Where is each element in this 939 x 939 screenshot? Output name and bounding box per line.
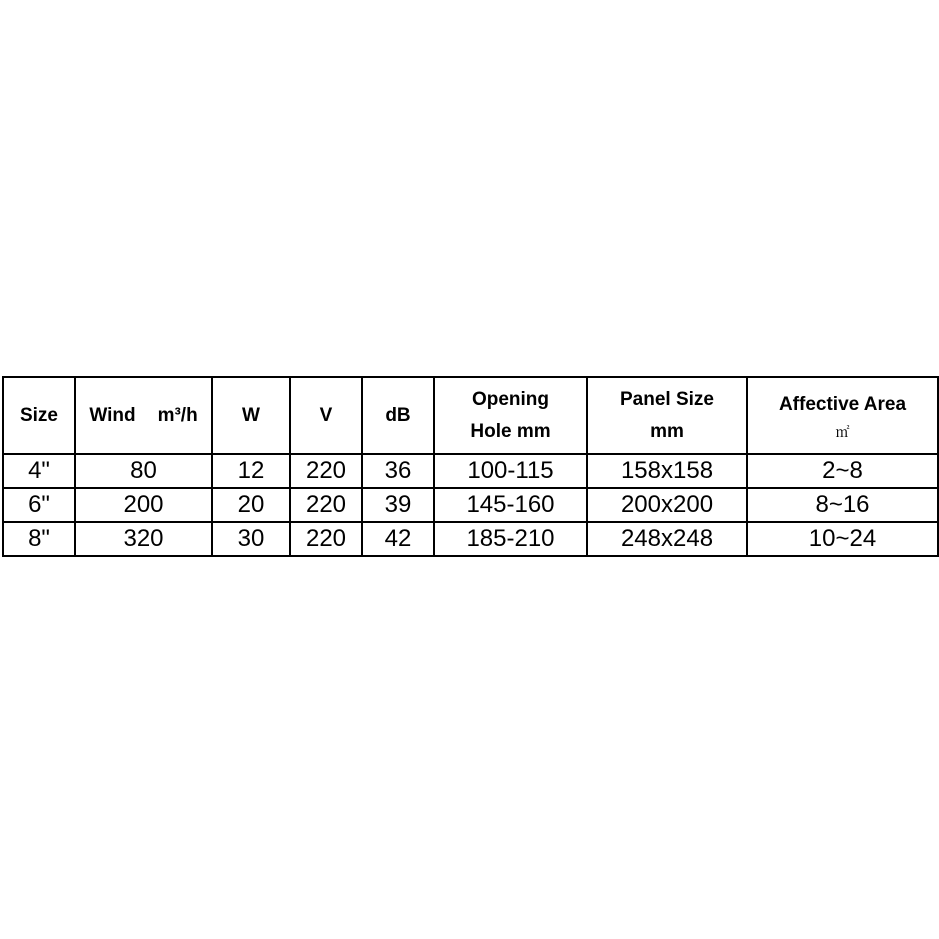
cell-size: 8": [3, 522, 75, 556]
cell-volt: 220: [290, 488, 362, 522]
table-row: [3, 522, 938, 556]
header-wind: [75, 377, 212, 454]
header-watt-label: W: [242, 404, 260, 426]
header-wind-unit: m³/h: [157, 404, 198, 426]
cell-db: 39: [362, 488, 434, 522]
header-area-line1: Affective Area: [778, 393, 907, 415]
cell-volt: 220: [290, 522, 362, 556]
cell-area: 2~8: [747, 454, 938, 488]
cell-watt: 20: [212, 488, 290, 522]
cell-wind: 200: [75, 488, 212, 522]
header-opening-line1: Opening: [471, 388, 550, 410]
cell-opening: 145-160: [434, 488, 587, 522]
cell-size: 6": [3, 488, 75, 522]
cell-area: 8~16: [747, 488, 938, 522]
cell-panel: 200x200: [587, 488, 747, 522]
spec-table: [2, 376, 939, 557]
header-panel-line2: mm: [650, 420, 684, 442]
header-panel-line1: Panel Size: [620, 388, 714, 410]
cell-watt: 30: [212, 522, 290, 556]
cell-opening: 100-115: [434, 454, 587, 488]
table-row: [3, 454, 938, 488]
cell-db: 36: [362, 454, 434, 488]
cell-area: 10~24: [747, 522, 938, 556]
cell-panel: 158x158: [587, 454, 747, 488]
header-row: [3, 377, 938, 454]
cell-wind: 320: [75, 522, 212, 556]
header-size-label: Size: [19, 404, 59, 426]
header-size: [3, 377, 75, 454]
cell-size: 4": [3, 454, 75, 488]
header-volt-label: V: [319, 404, 333, 426]
header-db-label: dB: [385, 404, 411, 426]
cell-watt: 12: [212, 454, 290, 488]
header-area: [747, 377, 938, 454]
cell-panel: 248x248: [587, 522, 747, 556]
cell-volt: 220: [290, 454, 362, 488]
header-opening-line2: Hole mm: [470, 420, 551, 442]
header-wind-label: Wind: [89, 404, 136, 426]
header-opening: [434, 377, 587, 454]
header-area-line2: ㎡: [835, 423, 850, 440]
header-volt: [290, 377, 362, 454]
header-panel: [587, 377, 747, 454]
header-watt: [212, 377, 290, 454]
table-row: [3, 488, 938, 522]
cell-opening: 185-210: [434, 522, 587, 556]
cell-db: 42: [362, 522, 434, 556]
cell-wind: 80: [75, 454, 212, 488]
header-db: [362, 377, 434, 454]
